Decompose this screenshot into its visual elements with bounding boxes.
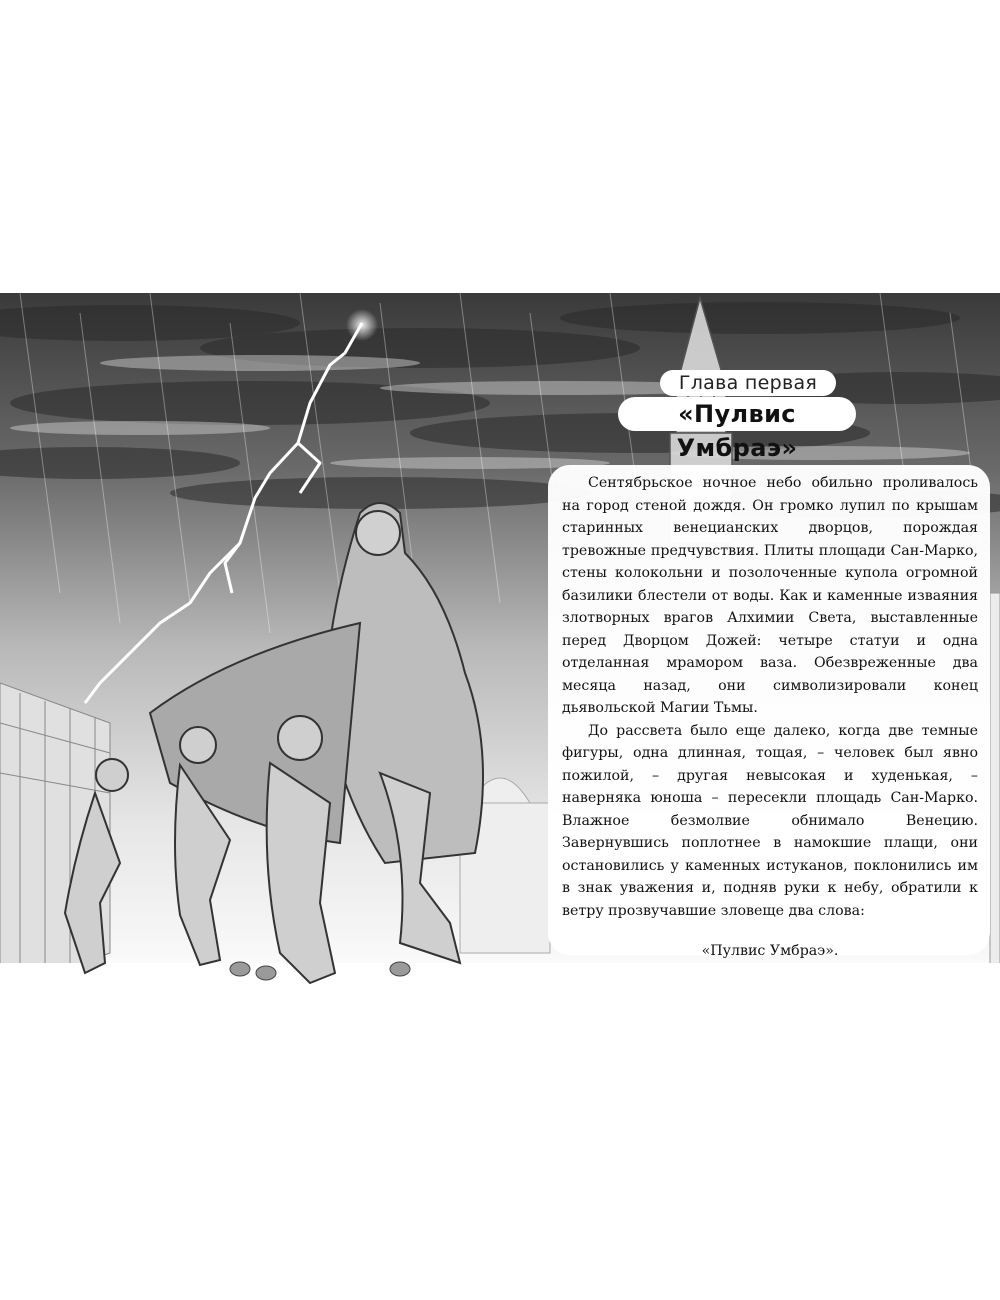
chapter-number: Глава первая: [660, 370, 836, 396]
paragraph-2: До рассвета было еще далеко, когда две темные фигуры, одна длинная, тощая, – человек был явно пожилой, – другая невысокая и худенькая, – наверняка юноша – пересекли площадь Сан-Марко. Влажное безмолвие обнимало Венецию. Завернувшись поплотнее в намокшие плащи, они остановились у каменных истуканов, поклонились им в знак уважения и, подняв руки к небу, обратили к ветру прозвучавшие зловеще два слова:: [562, 722, 978, 919]
lightning-flash: [346, 309, 378, 341]
right-arcade: [990, 593, 1000, 1000]
spoken-words: «Пулвис Умбраэ».: [701, 943, 839, 959]
chapter-title: «Пулвис Умбраэ»: [618, 397, 856, 431]
paragraph-1: Сентябрьское ночное небо обильно проливалось на город стеной дождя. Он громко лупил по крышам старинных венецианских дворцов, порождая тревожные предчувствия. Плиты площади Сан-Марко, стены колокольни и позолоченные купола огромной базилики блестели от воды. Как и каменные изваяния злотворных врагов Алхимии Света, выставленные перед Дворцом Дожей: четыре статуи и одна отделанная мрамором ваза. Обезвреженные два месяца назад, они символизировали конец дьявольской Магии Тьмы.: [562, 475, 978, 716]
story-text-box: [548, 465, 990, 959]
piazza-ground: [0, 963, 1000, 1000]
